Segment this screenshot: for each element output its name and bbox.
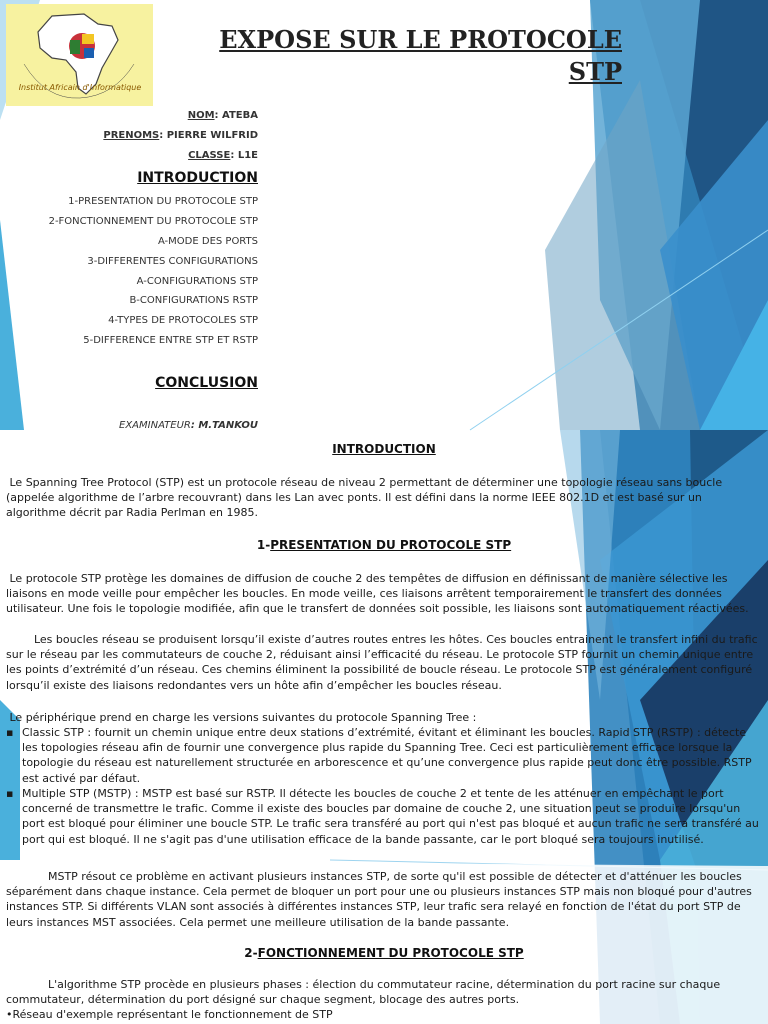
section1-paragraph-4: MSTP résout ce problème en activant plusieurs instances STP, de sorte qu'il est possible de détecter et d'atténuer les boucles séparément dans chaque instance. Cela permet de bloquer un port pour une ou plusieurs instances STP mais non bloqué pour d'autres instances STP. Si différents VLAN sont associés à différentes instances STP, leur trafic sera relayé en fonction de l'état du port STP de leurs instances MST associées. Cela permet une meilleure utilisation de la bande passante. bbox=[6, 870, 752, 929]
toc-item: A-MODE DES PORTS bbox=[157, 236, 258, 247]
intro-title: INTRODUCTION bbox=[332, 442, 436, 456]
bullet-text-classic-stp: Classic STP : fournit un chemin unique entre deux stations d’extrémité, évitant et éliminant les boucles. Rapid STP (RSTP) : détecte les topologies réseau afin de fournir une convergence plus rapide du Spanning Tree. Ceci est particulièrement efficace lorsque la topologie du réseau est naturellement structurée en arborescence et qu’une convergence plus rapide peut donc être possible. RSTP est activé par défaut. bbox=[22, 726, 752, 785]
author-classe: CLASSE: L1E bbox=[188, 150, 258, 161]
toc-item: B-CONFIGURATIONS RSTP bbox=[129, 295, 258, 306]
title-line-2: STP bbox=[568, 57, 622, 86]
section2-title: 2-FONCTIONNEMENT DU PROTOCOLE STP bbox=[244, 946, 524, 960]
title-line-1: EXPOSE SUR LE PROTOCOLE bbox=[219, 25, 622, 54]
intro-paragraph: Le Spanning Tree Protocol (STP) est un protocole réseau de niveau 2 permettant de déterminer une topologie réseau sans boucle (appelée algorithme de l’arbre recouvrant) dans les Lan avec ponts. Il est défini dans la norme IEEE 802.1D et est basé sur un algorithme décrit par Radia Perlman en 1985. bbox=[6, 476, 723, 520]
toc-item: 3-DIFFERENTES CONFIGURATIONS bbox=[87, 256, 258, 267]
toc-conclusion-heading: CONCLUSION bbox=[155, 375, 258, 391]
africa-map-icon bbox=[6, 4, 153, 106]
institut-logo bbox=[6, 4, 153, 106]
bullet-text-multiple-stp: Multiple STP (MSTP) : MSTP est basé sur RSTP. Il détecte les boucles de couche 2 et tente de les atténuer en empêchant le port concerné de transmettre le trafic. Comme il existe des boucles par domaine de couche 2, une situation peut se produire lorsqu'un port est bloqué pour éliminer une boucle STP. Le trafic sera transféré au port qui n'est pas bloqué et aucun trafic ne sera transféré au port qui est bloqué. Il ne s'agit pas d'une utilisation efficace de la bande passante, car le port bloqué sera toujours inutilisé. bbox=[22, 787, 759, 846]
section1-title: 1-PRESENTATION DU PROTOCOLE STP bbox=[256, 538, 512, 552]
toc-item: 5-DIFFERENCE ENTRE STP ET RSTP bbox=[83, 335, 258, 346]
author-nom: NOM: ATEBA bbox=[187, 110, 258, 121]
examinateur: EXAMINATEUR: M.TANKOU bbox=[119, 420, 258, 431]
toc-item: 4-TYPES DE PROTOCOLES STP bbox=[108, 315, 258, 326]
section1-paragraph-2: Les boucles réseau se produisent lorsqu’il existe d’autres routes entres les hôtes. Ces boucles entrainent le transfert infini du trafic sur le réseau par les commutateurs de couche 2, réduisant ainsi l’efficacité du réseau. Le protocole STP fournit un chemin unique entre les points d’extrémité d’un réseau. Ces chemins éliminent la possibilité de boucle réseau. Le protocole STP est généralement configuré lorsqu’il existe des liaisons redondantes vers un hôte afin d’empêcher les boucles réseau. bbox=[6, 633, 758, 692]
toc-item: A-CONFIGURATIONS STP bbox=[136, 276, 258, 287]
bullet-square-icon: ▪ bbox=[6, 787, 14, 800]
author-prenoms: PRENOMS: PIERRE WILFRID bbox=[103, 130, 258, 141]
bullet-square-icon: ▪ bbox=[6, 726, 14, 739]
section1-paragraph-3: Le périphérique prend en charge les versions suivantes du protocole Spanning Tree : bbox=[9, 711, 477, 724]
toc-item: 2-FONCTIONNEMENT DU PROTOCOLE STP bbox=[48, 216, 258, 227]
toc-item: 1-PRESENTATION DU PROTOCOLE STP bbox=[68, 196, 258, 207]
toc-introduction-heading: INTRODUCTION bbox=[137, 170, 258, 186]
list-item bbox=[6, 725, 758, 787]
section1-paragraph-1: Le protocole STP protège les domaines de diffusion de couche 2 des tempêtes de diffusion en définissant de manière sélective les liaisons en mode veille pour empêcher les boucles. En mode veille, ces liaisons arrêtent temporairement le transfert des données utilisateur. Une fois le topologie modifiée, afin que le transfert de données soit possible, les liaisons sont automatiquement réactivées. bbox=[6, 572, 749, 616]
list-item bbox=[6, 786, 758, 864]
svg-text:Institut Africain d'Informatiq: Institut Africain d'Informatique bbox=[18, 83, 142, 92]
section2-paragraph-1: L'algorithme STP procède en plusieurs phases : élection du commutateur racine, détermination du port racine sur chaque commutateur, détermination du port désigné sur chaque segment, blocage des autres ports. bbox=[6, 978, 721, 1007]
document-title bbox=[180, 24, 622, 88]
section2-paragraph-2: •Réseau d'exemple représentant le fonctionnement de STP bbox=[6, 1008, 333, 1021]
